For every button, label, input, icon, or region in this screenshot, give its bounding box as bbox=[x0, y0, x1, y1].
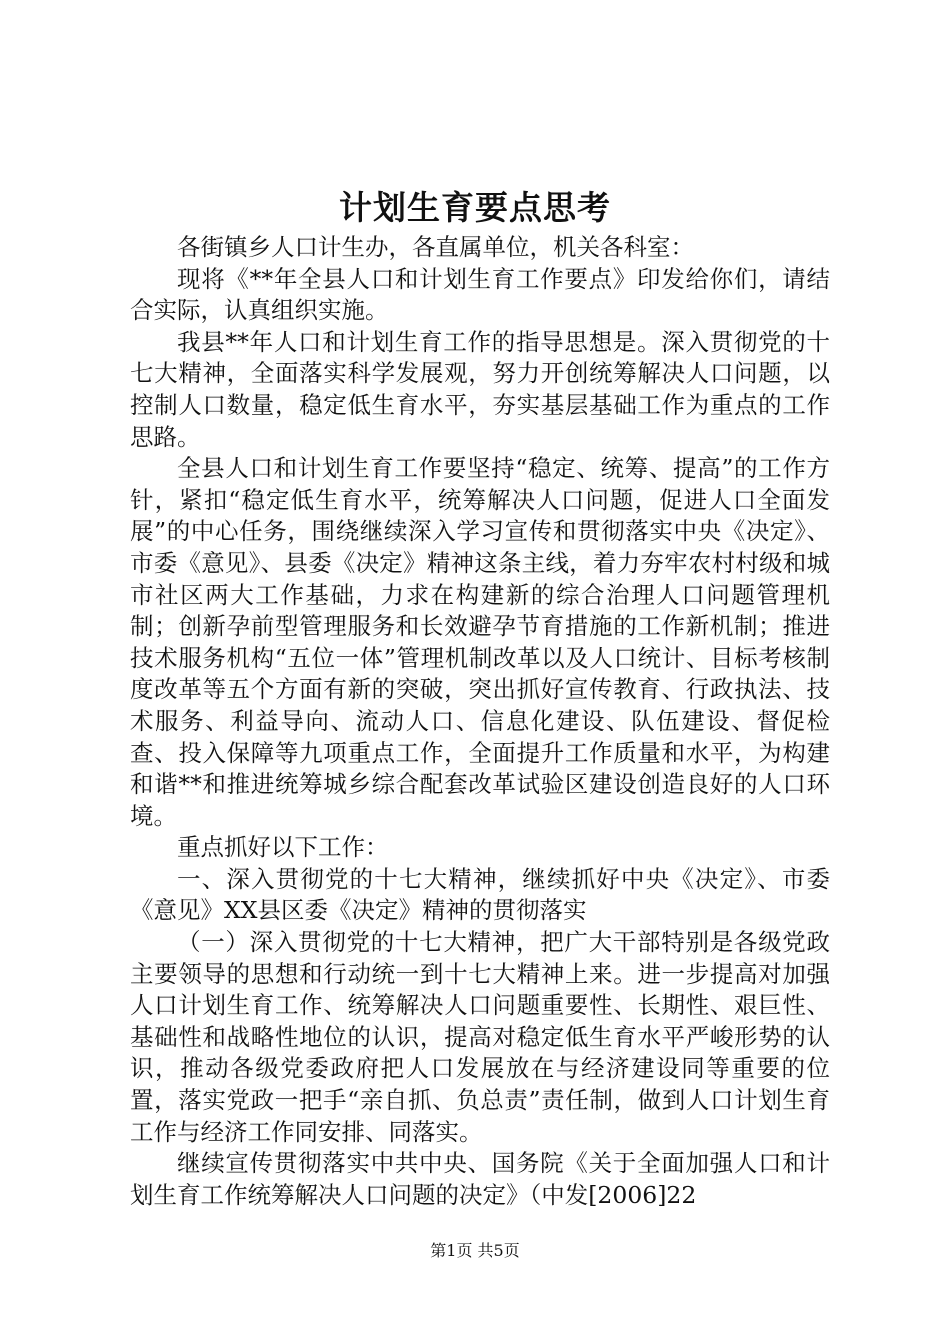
page-footer: 第1页 共5页 bbox=[430, 1241, 520, 1260]
paragraph-section-one-heading: 一、深入贯彻党的十七大精神，继续抓好中央《决定》、市委《意见》XX县区委《决定》精神的贯彻落实 bbox=[130, 864, 830, 925]
paragraph-subsection-one: （一）深入贯彻党的十七大精神，把广大干部特别是各级党政主要领导的思想和行动统一到十七大精神上来。进一步提高对加强人口计划生育工作、统筹解决人口问题重要性、长期性、艰巨性、基础性和战略性地位的认识，提高对稳定低生育水平严峻形势的认识，推动各级党委政府把人口发展放在与经济建设同等重要的位置，落实党政一把手“亲自抓、负总责”责任制，做到人口计划生育工作与经济工作同安排、同落实。 bbox=[130, 928, 830, 1146]
paragraph-guiding-thought: 我县**年人口和计划生育工作的指导思想是。深入贯彻党的十七大精神，全面落实科学发展观，努力开创统筹解决人口问题，以控制人口数量，稳定低生育水平，夯实基层基础工作为重点的工作思路。 bbox=[130, 327, 830, 451]
paragraph-notice: 现将《**年全县人口和计划生育工作要点》印发给你们，请结合实际，认真组织实施。 bbox=[130, 264, 830, 325]
paragraph-salutation: 各街镇乡人口计生办，各直属单位，机关各科室： bbox=[177, 233, 694, 261]
document-body bbox=[130, 232, 830, 1211]
paragraph-key-work-intro: 重点抓好以下工作： bbox=[177, 833, 389, 862]
paragraph-continue-propaganda: 继续宣传贯彻落实中共中央、国务院《关于全面加强人口和计划生育工作统筹解决人口问题的决定》（中发[2006]22 bbox=[130, 1149, 830, 1209]
document-title: 计划生育要点思考 bbox=[339, 188, 611, 227]
paragraph-work-policy: 全县人口和计划生育工作要坚持“稳定、统筹、提高”的工作方针，紧扣“稳定低生育水平，统筹解决人口问题，促进人口全面发展”的中心任务，围绕继续深入学习宣传和贯彻落实中央《决定》、市委《意见》、县委《决定》精神这条主线，着力夯牢农村村级和城市社区两大工作基础，力求在构建新的综合治理人口问题管理机制；创新孕前型管理服务和长效避孕节育措施的工作新机制；推进技术服务机构“五位一体”管理机制改革以及人口统计、目标考核制度改革等五个方面有新的突破，突出抓好宣传教育、行政执法、技术服务、利益导向、流动人口、信息化建设、队伍建设、督促检查、投入保障等九项重点工作，全面提升工作质量和水平，为构建和谐**和推进统筹城乡综合配套改革试验区建设创造良好的人口环境。 bbox=[130, 454, 830, 830]
